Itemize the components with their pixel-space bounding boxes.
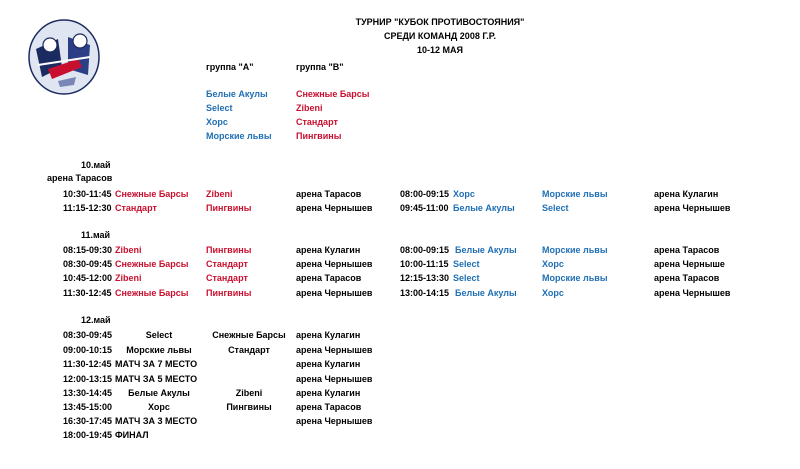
match-team1: Снежные Барсы — [115, 259, 189, 269]
match-team2: Морские львы — [542, 245, 608, 255]
match-team1: Zibeni — [115, 245, 142, 255]
match-arena: арена Черныше — [654, 259, 725, 269]
match-team2: Стандарт — [206, 273, 248, 283]
match-team1: ФИНАЛ — [115, 430, 149, 440]
match-team1: Select — [453, 273, 480, 283]
match-team2: Хорс — [542, 288, 564, 298]
match-arena: арена Кулагин — [296, 330, 361, 340]
match-team2: Zibeni — [206, 189, 233, 199]
match-team1: Белые Акулы — [453, 203, 515, 213]
match-team2: Стандарт — [206, 259, 248, 269]
match-time: 09:00-10:15 — [63, 345, 113, 355]
group-a-team: Белые Акулы — [206, 89, 268, 99]
match-team1: Снежные Барсы — [115, 288, 189, 298]
match-arena: арена Чернышев — [654, 288, 731, 298]
match-arena: арена Тарасов — [654, 245, 720, 255]
match-team1: Zibeni — [115, 273, 142, 283]
group-b-team: Пингвины — [296, 131, 342, 141]
group-b-team: Стандарт — [296, 117, 338, 127]
match-team2: Морские львы — [542, 189, 608, 199]
match-arena: арена Чернышев — [296, 416, 373, 426]
match-team1: Хорс — [453, 189, 475, 199]
match-arena: арена Чернышев — [296, 288, 373, 298]
match-arena: арена Кулагин — [296, 359, 361, 369]
match-team1: Морские львы — [126, 345, 192, 355]
group-b-team: Zibeni — [296, 103, 323, 113]
group-b-team: Снежные Барсы — [296, 89, 370, 99]
match-team2: Select — [542, 203, 569, 213]
match-team1: МАТЧ ЗА 3 МЕСТО — [115, 416, 198, 426]
group-a-team: Хорс — [206, 117, 228, 127]
match-time: 10:45-12:00 — [63, 273, 113, 283]
match-time: 11:30-12:45 — [63, 359, 112, 369]
match-time: 12:00-13:15 — [63, 374, 113, 384]
group-a-label: группа "А" — [206, 62, 254, 72]
match-team2: Морские львы — [542, 273, 608, 283]
group-a-team: Select — [206, 103, 233, 113]
match-team1: Белые Акулы — [455, 288, 517, 298]
match-arena: арена Кулагин — [654, 189, 719, 199]
match-team2: Пингвины — [206, 203, 252, 213]
match-time: 16:30-17:45 — [63, 416, 113, 426]
match-team2: Пингвины — [226, 402, 272, 412]
group-b-label: группа "В" — [296, 62, 344, 72]
match-arena: арена Чернышев — [296, 259, 373, 269]
match-time: 10:30-11:45 — [63, 189, 112, 199]
title-line-2: СРЕДИ КОМАНД 2008 Г.Р. — [384, 31, 496, 41]
match-team2: Стандарт — [228, 345, 270, 355]
match-arena: арена Тарасов — [296, 273, 362, 283]
day-arena-note: арена Тарасов — [47, 173, 113, 183]
match-arena: арена Кулагин — [296, 388, 361, 398]
match-time: 11:30-12:45 — [63, 288, 112, 298]
match-team1: МАТЧ ЗА 7 МЕСТО — [115, 359, 198, 369]
match-team1: Стандарт — [115, 203, 157, 213]
match-time: 12:15-13:30 — [400, 273, 450, 283]
tournament-logo — [28, 19, 100, 95]
title-line-3: 10-12 МАЯ — [417, 45, 463, 55]
match-team2: Снежные Барсы — [212, 330, 286, 340]
match-time: 08:00-09:15 — [400, 245, 450, 255]
match-team1: Select — [145, 330, 173, 340]
match-time: 08:30-09:45 — [63, 330, 113, 340]
match-time: 08:15-09:30 — [63, 245, 113, 255]
match-team1: Снежные Барсы — [115, 189, 189, 199]
match-arena: арена Тарасов — [654, 273, 720, 283]
day-label: 12.май — [81, 315, 111, 325]
day-label: 11.май — [81, 230, 111, 240]
match-time: 13:30-14:45 — [63, 388, 113, 398]
match-team2: Пингвины — [206, 288, 252, 298]
match-team1: Белые Акулы — [128, 388, 190, 398]
match-time: 18:00-19:45 — [63, 430, 113, 440]
match-arena: арена Кулагин — [296, 245, 361, 255]
match-arena: арена Чернышев — [654, 203, 731, 213]
group-a-team: Морские львы — [206, 131, 272, 141]
match-team2: Хорс — [542, 259, 564, 269]
match-team1: Select — [453, 259, 480, 269]
title-line-1: ТУРНИР "КУБОК ПРОТИВОСТОЯНИЯ" — [355, 17, 525, 27]
match-time: 11:15-12:30 — [63, 203, 112, 213]
match-time: 13:00-14:15 — [400, 288, 450, 298]
match-arena: арена Чернышев — [296, 203, 373, 213]
match-team1: МАТЧ ЗА 5 МЕСТО — [115, 374, 198, 384]
match-team2: Zibeni — [235, 388, 263, 398]
match-time: 09:45-11:00 — [400, 203, 449, 213]
match-arena: арена Чернышев — [296, 345, 373, 355]
match-team1: Хорс — [148, 402, 170, 412]
match-arena: арена Чернышев — [296, 374, 373, 384]
day-label: 10.май — [81, 160, 111, 170]
match-time: 08:00-09:15 — [400, 189, 450, 199]
match-team2: Пингвины — [206, 245, 252, 255]
match-time: 13:45-15:00 — [63, 402, 113, 412]
match-time: 10:00-11:15 — [400, 259, 449, 269]
match-arena: арена Тарасов — [296, 402, 362, 412]
match-arena: арена Тарасов — [296, 189, 362, 199]
match-time: 08:30-09:45 — [63, 259, 113, 269]
match-team1: Белые Акулы — [455, 245, 517, 255]
